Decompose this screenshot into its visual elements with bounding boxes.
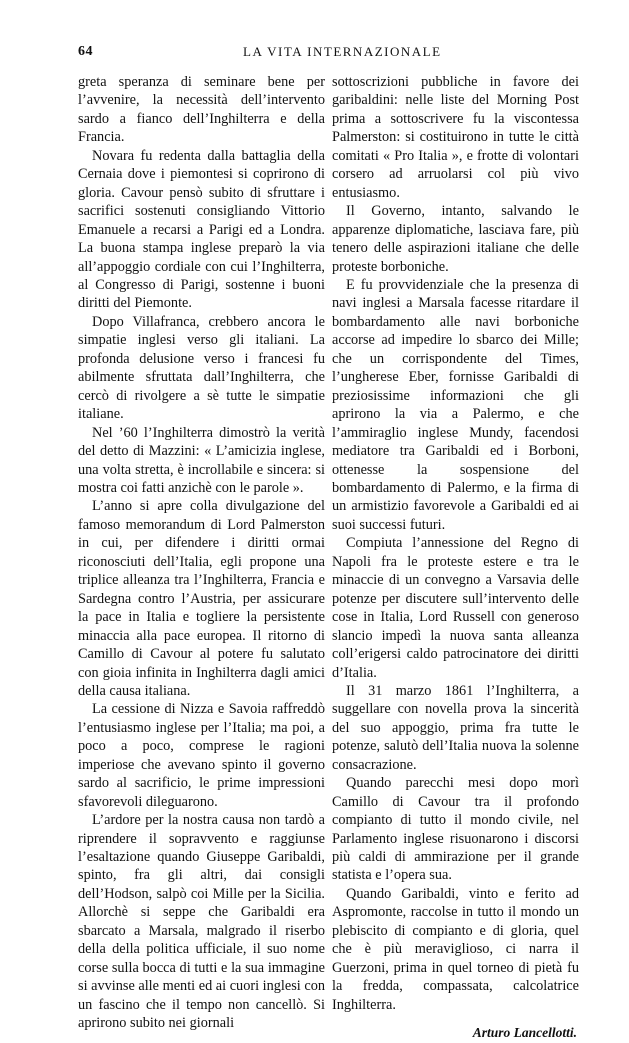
paragraph: E fu provvidenziale che la presenza di navi inglesi a Marsala facesse ritardare il bombardamento alle navi borboniche accorse ad impedire lo sbarco dei Mille; che un corrispondente del Times, l’ungherese Eber, fornisse Garibaldi di preziosissime informazioni che gli aprirono la via a Palermo, e che l’ammiraglio inglese Mundy, facendosi mediatore tra Garibaldi ed i Borboni, ottenesse la sospensione del bombardamento di Palermo, e la firma di un armistizio favorevole a Garibaldi ed ai suoi successi futuri.	[332, 276, 579, 533]
paragraph: Compiuta l’annessione del Regno di Napoli fra le proteste estere e tra le minaccie di un convegno a Varsavia delle potenze per discutere sull’intervento delle cose in Italia, Lord Russell con generoso slancio impedì la nuova santa alleanza coll’erigersi caldo patrocinatore dei diritti d’Italia.	[332, 535, 579, 681]
running-title: LA VITA INTERNAZIONALE	[243, 44, 442, 59]
paragraph: Quando Garibaldi, vinto e ferito ad Aspromonte, raccolse in tutto il mondo un plebiscito di compianto e di gloria, quel che è più meraviglioso, ci narra il Guerzoni, prima in quel torneo di pietà fu la fredda, compassata, calcolatrice Inghilterra.	[332, 885, 579, 1013]
left-column	[78, 73, 325, 1033]
running-header	[0, 44, 629, 64]
paragraph: Quando parecchi mesi dopo morì Camillo di Cavour tra il profondo compianto di tutto il mondo civile, nel Parlamento inglese risuonarono i discorsi più caldi di ammirazione per il grande statista e l’opera sua.	[332, 775, 579, 884]
paragraph: greta speranza di seminare bene per l’avvenire, la necessità dell’intervento sardo a fianco dell’Inghilterra e della Francia.	[78, 74, 325, 146]
paragraph: La cessione di Nizza e Savoia raffreddò l’entusiasmo inglese per l’Italia; ma poi, a poco a poco, comprese le ragioni imperiose che avevano spinto il governo sardo al sacrificio, le prime impressioni sfavorevoli dileguarono.	[78, 701, 325, 810]
paragraph: Il 31 marzo 1861 l’Inghilterra, a suggellare con novella prova la sincerità del suo appoggio, prima fra tutte le potenze, salutò dell’Italia nuova la solenne consacrazione.	[332, 682, 579, 773]
paragraph: sottoscrizioni pubbliche in favore dei garibaldini: nelle liste del Morning Post prima a sottoscrivere fu la viscontessa Palmerston: si costituirono in tutte le città comitati « Pro Italia », e frotte di volontari corsero ad arruolarsi col più vivo entusiasmo.	[332, 74, 579, 201]
right-column	[332, 73, 579, 1043]
paragraph: Novara fu redenta dalla battaglia della Cernaia dove i piemontesi si coprirono di gloria. Cavour pensò subito di sfruttare i sacrifici sostenuti consigliando Vittorio Emanuele a recarsi a Parigi ed a Londra. La buona stampa inglese preparò la via all’appoggio cordiale con cui l’Inghilterra, al Congresso di Parigi, sostenne i buoni diritti del Piemonte.	[78, 147, 325, 312]
author-signature: Arturo Lancellotti.	[472, 1025, 577, 1041]
paragraph: L’anno si apre colla divulgazione del famoso memorandum di Lord Palmerston in cui, per difendere i diritti ormai riconosciuti dell’Italia, egli propone una triplice alleanza tra l’Inghilterra, Francia e Sardegna contro l’Austria, per assicurare la pace in Italia e togliere la persistente minaccia alla pace europea. Il ritorno di Camillo di Cavour al potere fu salutato con gioia infinita in Inghilterra dagli amici della causa italiana.	[78, 498, 325, 699]
paragraph: L’ardore per la nostra causa non tardò a riprendere il sopravvento e raggiunse l’esaltazione quando Giuseppe Garibaldi, spinto, fra gli altri, dai consigli dell’Hodson, salpò coi Mille per la Sicilia. Allorchè si seppe che Garibaldi era sbarcato a Marsala, malgrado il riserbo della della politica ufficiale, il suo nome corse sulla bocca di tutti e la sua immagine si avvinse alle menti ed ai cuori inglesi con un fascino che il tempo non cancellò. Si aprirono subito nei giornali	[78, 812, 325, 1032]
paragraph: Il Governo, intanto, salvando le apparenze diplomatiche, lasciava fare, più tenero delle aspirazioni italiane che delle proteste borboniche.	[332, 203, 579, 275]
page-number: 64	[78, 44, 93, 59]
paragraph: Dopo Villafranca, crebbero ancora le simpatie inglesi verso gli italiani. La profonda delusione verso i francesi fu abilmente sfruttata dall’Inghilterra, che cercò di rivolgere a sè tutte le simpatie italiane.	[78, 313, 325, 423]
paragraph: Nel ’60 l’Inghilterra dimostrò la verità del detto di Mazzini: « L’amicizia inglese, una volta stretta, è incrollabile e sincera: si mostra coi fatti anzichè con le parole ».	[78, 424, 325, 496]
